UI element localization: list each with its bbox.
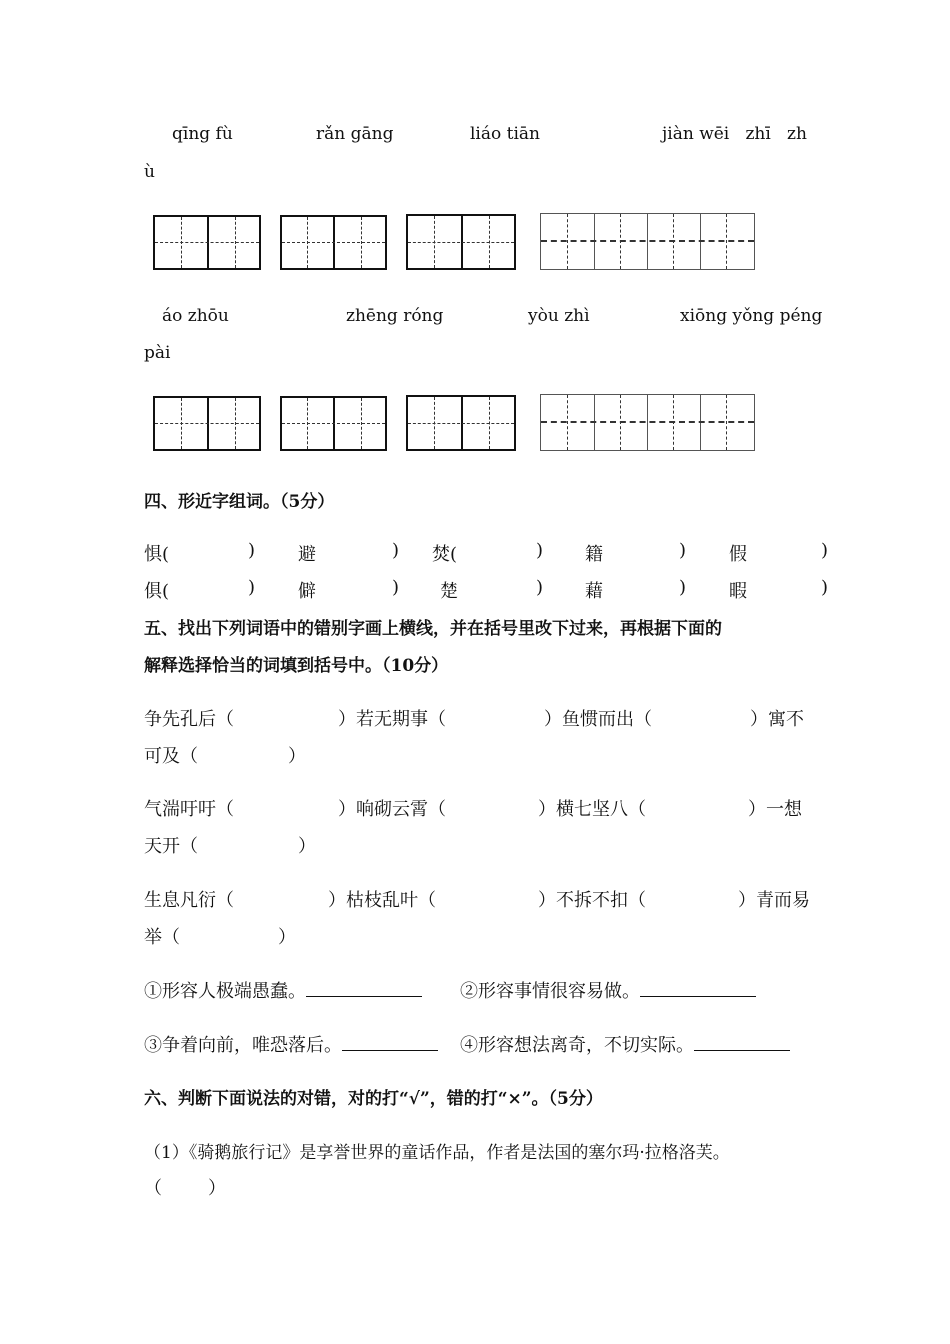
answer-blank[interactable] bbox=[306, 980, 422, 997]
answer-blank[interactable] bbox=[694, 1034, 790, 1051]
idiom-item: 举（ bbox=[144, 927, 180, 948]
writing-grid-2char[interactable] bbox=[153, 396, 261, 451]
pinyin-8: xiōng yǒng péng bbox=[680, 306, 823, 326]
pinyin-5: áo zhōu bbox=[162, 306, 229, 326]
writing-grid-4char[interactable] bbox=[540, 394, 755, 451]
idiom-item: ）响砌云霄（ bbox=[338, 799, 446, 820]
idiom-item: ）青而易 bbox=[738, 890, 810, 911]
definition-1: ①形容人极端愚蠢。 bbox=[144, 977, 422, 1003]
paren-close: ) bbox=[248, 540, 256, 561]
answer-paren-close: ） bbox=[208, 1178, 226, 1199]
idiom-item: 生息凡衍（ bbox=[144, 890, 234, 911]
char-item: 惧( bbox=[144, 544, 170, 565]
section4-title: 四、形近字组词。（5分） bbox=[144, 492, 335, 512]
paren-close: ) bbox=[679, 577, 687, 598]
paren-close: ) bbox=[821, 577, 829, 598]
definition-2: ②形容事情很容易做。 bbox=[460, 977, 756, 1003]
pinyin-3: liáo tiān bbox=[470, 124, 541, 144]
paren-close: ) bbox=[392, 577, 400, 598]
pinyin-6: zhēng róng bbox=[346, 306, 444, 326]
pinyin-4-wrap: ù bbox=[144, 162, 155, 182]
char-item: 僻 bbox=[298, 581, 316, 602]
section5-title-2: 解释选择恰当的词填到括号中。（10分） bbox=[144, 656, 449, 676]
idiom-item: 气湍吁吁（ bbox=[144, 799, 234, 820]
pinyin-4: jiàn wēi zhī zh bbox=[662, 124, 807, 144]
char-item: 暇 bbox=[729, 581, 747, 602]
char-item: 俱( bbox=[144, 581, 170, 602]
answer-paren-open: （ bbox=[144, 1178, 162, 1199]
definition-4: ④形容想法离奇，不切实际。 bbox=[460, 1031, 790, 1057]
idiom-item: 争先孔后（ bbox=[144, 709, 234, 730]
idiom-item: ）一想 bbox=[748, 799, 802, 820]
idiom-item: 可及（ bbox=[144, 746, 198, 767]
idiom-item: ）若无期事（ bbox=[338, 709, 446, 730]
char-item: 避 bbox=[298, 544, 316, 565]
char-item: 假 bbox=[729, 544, 747, 565]
char-item: 楚 bbox=[440, 581, 458, 602]
paren-close: ) bbox=[392, 540, 400, 561]
char-item: 焚( bbox=[432, 544, 458, 565]
pinyin-2: rǎn gāng bbox=[316, 124, 394, 144]
idiom-item: ）不拆不扣（ bbox=[538, 890, 646, 911]
char-item: 籍 bbox=[585, 544, 603, 565]
writing-grid-4char[interactable] bbox=[540, 213, 755, 270]
section5-title-1: 五、找出下列词语中的错别字画上横线，并在括号里改下过来，再根据下面的 bbox=[144, 619, 722, 639]
paren-close: ） bbox=[278, 927, 296, 948]
idiom-item: ）寓不 bbox=[750, 709, 804, 730]
writing-grid-2char[interactable] bbox=[280, 215, 387, 270]
question-1: （1）《骑鹅旅行记》是享誉世界的童话作品，作者是法国的塞尔玛·拉格洛芙。 bbox=[144, 1143, 730, 1163]
idiom-item: ）枯枝乱叶（ bbox=[328, 890, 436, 911]
paren-close: ） bbox=[288, 746, 306, 767]
paren-close: ) bbox=[536, 540, 544, 561]
idiom-item: 天开（ bbox=[144, 836, 198, 857]
paren-close: ) bbox=[679, 540, 687, 561]
idiom-item: ）鱼惯而出（ bbox=[544, 709, 652, 730]
paren-close: ) bbox=[821, 540, 829, 561]
char-item: 藉 bbox=[585, 581, 603, 602]
pinyin-7: yòu zhì bbox=[528, 306, 590, 326]
answer-blank[interactable] bbox=[640, 980, 756, 997]
writing-grid-2char[interactable] bbox=[280, 396, 387, 451]
pinyin-8-wrap: pài bbox=[144, 343, 171, 363]
writing-grid-2char[interactable] bbox=[153, 215, 261, 270]
writing-grid-2char[interactable] bbox=[406, 214, 516, 270]
paren-close: ) bbox=[536, 577, 544, 598]
definition-3: ③争着向前，唯恐落后。 bbox=[144, 1031, 438, 1057]
section6-title: 六、判断下面说法的对错，对的打“√”，错的打“×”。（5分） bbox=[144, 1089, 603, 1109]
writing-grid-2char[interactable] bbox=[406, 395, 516, 451]
answer-blank[interactable] bbox=[342, 1034, 438, 1051]
pinyin-1: qīng fù bbox=[172, 124, 233, 144]
paren-close: ) bbox=[248, 577, 256, 598]
idiom-item: ）横七坚八（ bbox=[538, 799, 646, 820]
paren-close: ） bbox=[298, 836, 316, 857]
